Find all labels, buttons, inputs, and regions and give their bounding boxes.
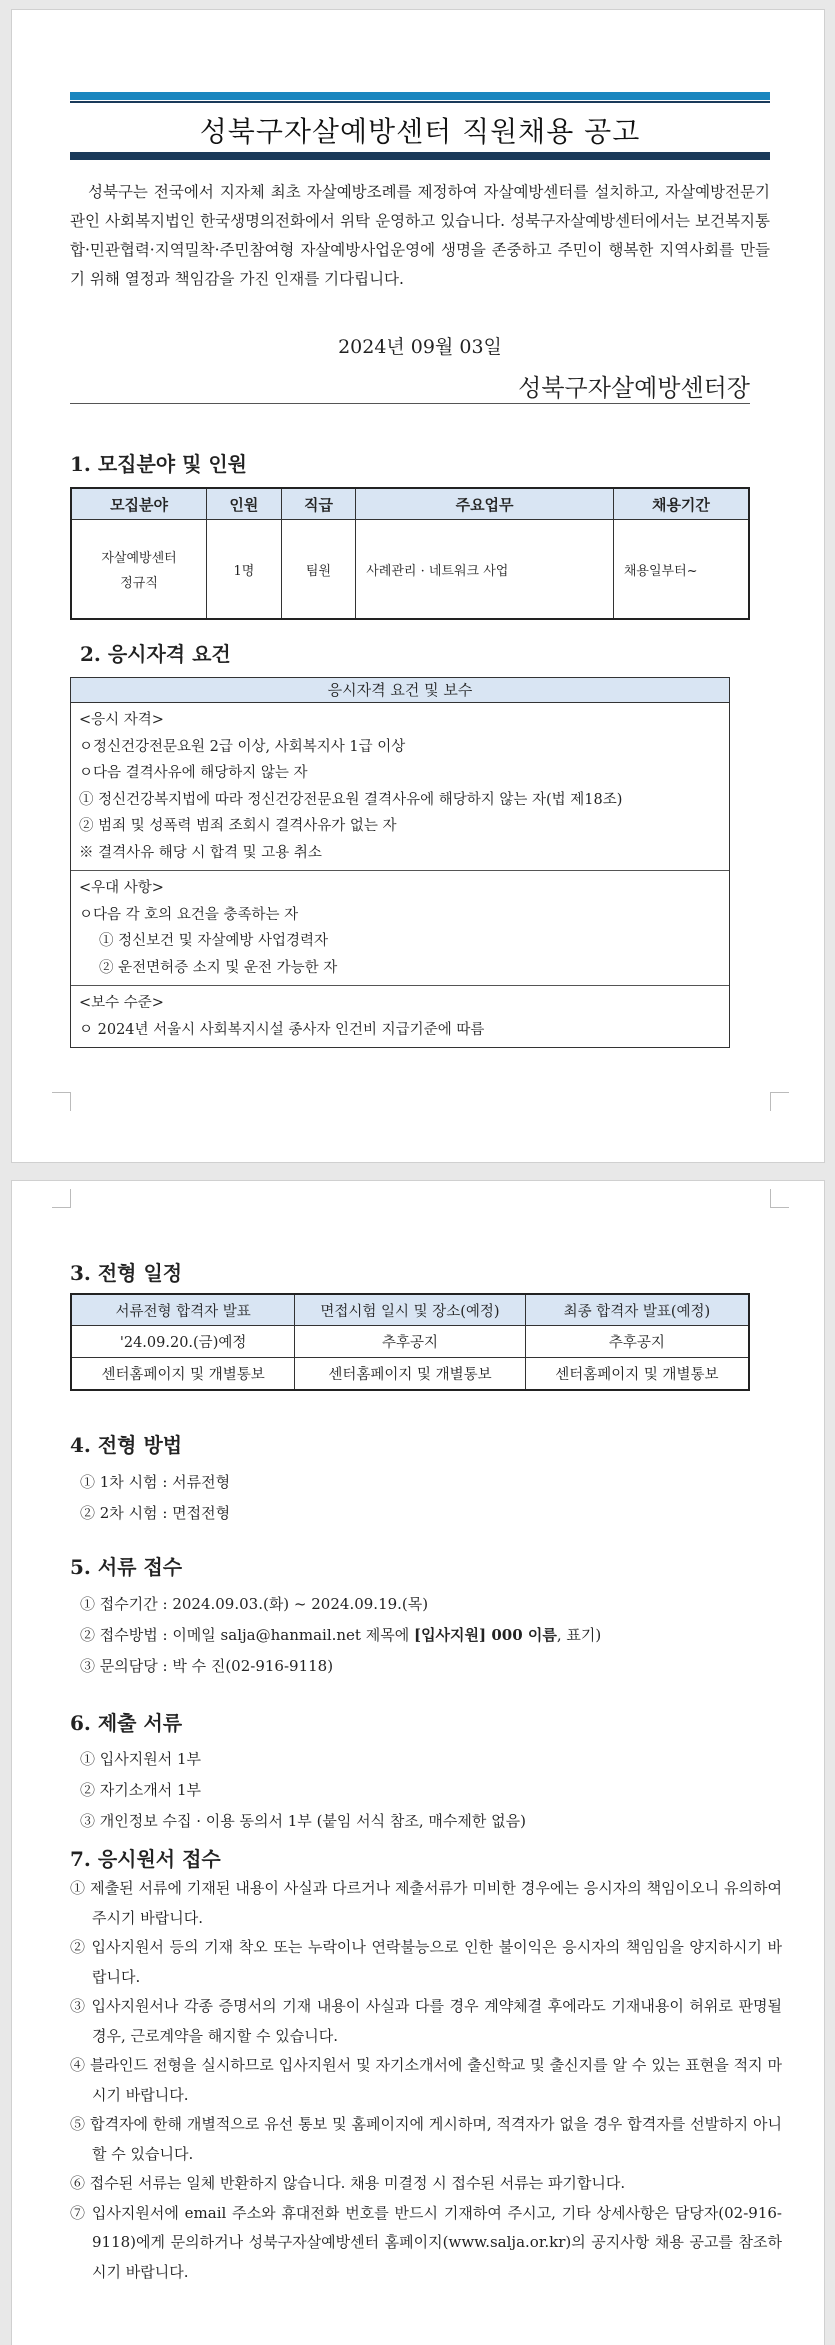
table-cell: 1명 [207, 520, 282, 620]
table-cell: 추후공지 [525, 1326, 749, 1358]
table-cell: 센터홈페이지 및 개별통보 [71, 1358, 295, 1391]
text-line: ② 범죄 및 성폭력 범죄 조회시 결격사유가 없는 자 [79, 818, 397, 834]
recruitment-table [70, 487, 750, 620]
text-line: ※ 결격사유 해당 시 합격 및 고용 취소 [79, 844, 322, 861]
section-heading: 4. 전형 방법 [70, 1433, 183, 1457]
table-row [71, 1358, 749, 1391]
table-cell [71, 520, 207, 620]
table-header-row [71, 488, 749, 520]
list-item: ① 제출된 서류에 기재된 내용이 사실과 다르거나 제출서류가 미비한 경우에는 응시자의 책임이오니 유의하여 주시기 바랍니다. [70, 1879, 782, 1927]
title-bottom-bar [70, 152, 770, 160]
qualification-section [71, 703, 729, 871]
table-cell: 채용일부터~ [613, 520, 749, 620]
list-item: ② 2차 시험 : 면접전형 [80, 1504, 231, 1522]
text-span: ② 접수방법 : 이메일 salja@hanmail.net 제목에 [80, 1626, 414, 1644]
table-header: 채용기간 [613, 488, 749, 520]
list-item: ③ 개인정보 수집 · 이용 동의서 1부 (붙임 서식 참조, 매수제한 없음) [80, 1812, 526, 1830]
qualification-box [70, 677, 730, 1048]
document-page-2 [11, 1180, 825, 2345]
email-subject-format: [입사지원] 000 이름 [413, 1626, 557, 1644]
section-heading: 2. 응시자격 요건 [80, 642, 231, 666]
table-header: 인원 [207, 488, 282, 520]
table-header: 주요업무 [356, 488, 614, 520]
schedule-table [70, 1293, 750, 1391]
text-line: ㅇ다음 각 호의 요건을 충족하는 자 [79, 906, 299, 923]
text-line: ② 운전면허증 소지 및 운전 가능한 자 [99, 959, 338, 976]
box-title: 응시자격 요건 및 보수 [71, 678, 729, 703]
preference-section [71, 871, 729, 986]
application-notes-list [70, 1874, 782, 2287]
section-heading: 6. 제출 서류 [70, 1711, 183, 1735]
table-cell: 센터홈페이지 및 개별통보 [525, 1358, 749, 1391]
text-line: ㅇ정신건강전문요원 2급 이상, 사회복지사 1급 이상 [79, 738, 406, 755]
table-cell: '24.09.20.(금)예정 [71, 1326, 295, 1358]
list-item: ② 자기소개서 1부 [80, 1781, 202, 1799]
intro-paragraph: 성북구는 전국에서 지자체 최초 자살예방조례를 제정하여 자살예방센터를 설치하고, 자살예방전문기관인 사회복지법인 한국생명의전화에서 위탁 운영하고 있습니다. 성북구자살예방센터에서는 보건복지통합·민관협력·지역밀착·주민참여형 자살예방사업운영에 생명을 존중하고 주민이 행복한 지역사회를 만들기 위해 열정과 책임감을 가진 인재를 기다립니다. [70, 183, 770, 288]
page-corner-mark [52, 1092, 71, 1111]
screening-list [70, 1467, 770, 1529]
table-row [71, 1326, 749, 1358]
text-line: ㅇ 2024년 서울시 사회복지시설 종사자 인건비 지급기준에 따름 [79, 1021, 485, 1038]
table-cell: 센터홈페이지 및 개별통보 [295, 1358, 526, 1391]
list-item: ⑤ 합격자에 한해 개별적으로 유선 통보 및 홈페이지에 게시하며, 적격자가 없을 경우 합격자를 선발하지 아니할 수 있습니다. [70, 2115, 782, 2163]
text-line: ㅇ다음 결격사유에 해당하지 않는 자 [79, 765, 308, 781]
table-header: 면접시험 일시 및 장소(예정) [295, 1294, 526, 1326]
list-item: ③ 입사지원서나 각종 증명서의 기재 내용이 사실과 다를 경우 계약체결 후에라도 기재내용이 허위로 판명될 경우, 근로계약을 해지할 수 있습니다. [70, 1997, 782, 2045]
table-header: 최종 합격자 발표(예정) [525, 1294, 749, 1326]
table-header-row [71, 1294, 749, 1326]
field-line: 자살예방센터 [101, 551, 177, 566]
page-corner-mark [770, 1189, 789, 1208]
table-row [71, 520, 749, 620]
table-cell: 추후공지 [295, 1326, 526, 1358]
text-line: <응시 자격> [79, 712, 164, 728]
text-line: ① 정신보건 및 자살예방 사업경력자 [99, 933, 329, 949]
text-line: ① 정신건강복지법에 따라 정신건강전문요원 결격사유에 해당하지 않는 자(법 제18조) [79, 791, 623, 808]
list-item [70, 1620, 770, 1651]
list-item: ⑦ 입사지원서에 email 주소와 휴대전화 번호를 반드시 기재하여 주시고, 기타 상세사항은 담당자(02-916-9118)에게 문의하거나 성북구자살예방센터 홈페이지(www.salja.or.kr)의 공지사항 채용 공고를 참조하시기 바랍니다. [70, 2203, 782, 2281]
list-item: ② 입사지원서 등의 기재 착오 또는 누락이나 연락불능으로 인한 불이익은 응시자의 책임임을 양지하시기 바랍니다. [70, 1938, 782, 1986]
section-heading: 1. 모집분야 및 인원 [70, 452, 248, 476]
list-item: ① 1차 시험 : 서류전형 [80, 1473, 231, 1491]
text-line: <보수 수준> [79, 995, 164, 1011]
table-header: 직급 [281, 488, 356, 520]
signature: 성북구자살예방센터장 [518, 374, 750, 402]
table-cell: 사례관리 · 네트워크 사업 [356, 520, 614, 620]
list-item: ① 입사지원서 1부 [80, 1750, 202, 1768]
title-top-line [70, 101, 770, 103]
table-header: 모집분야 [71, 488, 207, 520]
list-item: ⑥ 접수된 서류는 일체 반환하지 않습니다. 채용 미결정 시 접수된 서류는 파기합니다. [70, 2174, 626, 2192]
section-heading: 7. 응시원서 접수 [70, 1847, 221, 1871]
page-corner-mark [770, 1092, 789, 1111]
table-cell: 팀원 [281, 520, 356, 620]
list-item: ③ 문의담당 : 박 수 진(02-916-9118) [80, 1657, 334, 1675]
list-item: ① 접수기간 : 2024.09.03.(화) ~ 2024.09.19.(목) [80, 1595, 429, 1613]
notice-date: 2024년 09월 03일 [338, 336, 502, 358]
field-line: 정규직 [120, 576, 158, 591]
page-title: 성북구자살예방센터 직원채용 공고 [199, 115, 641, 148]
text-span: , 표기) [556, 1626, 602, 1644]
document-page-1 [11, 9, 825, 1163]
title-top-bar [70, 92, 770, 100]
documents-list [70, 1744, 770, 1837]
section-heading: 5. 서류 접수 [70, 1555, 183, 1579]
pay-section [71, 986, 729, 1047]
text-line: <우대 사항> [79, 880, 164, 896]
signature-rule [70, 403, 750, 404]
section-heading: 3. 전형 일정 [70, 1261, 183, 1285]
table-header: 서류전형 합격자 발표 [71, 1294, 295, 1326]
submission-list [70, 1589, 770, 1682]
list-item: ④ 블라인드 전형을 실시하므로 입사지원서 및 자기소개서에 출신학교 및 출신지를 알 수 있는 표현을 적지 마시기 바랍니다. [70, 2056, 782, 2104]
page-corner-mark [52, 1189, 71, 1208]
